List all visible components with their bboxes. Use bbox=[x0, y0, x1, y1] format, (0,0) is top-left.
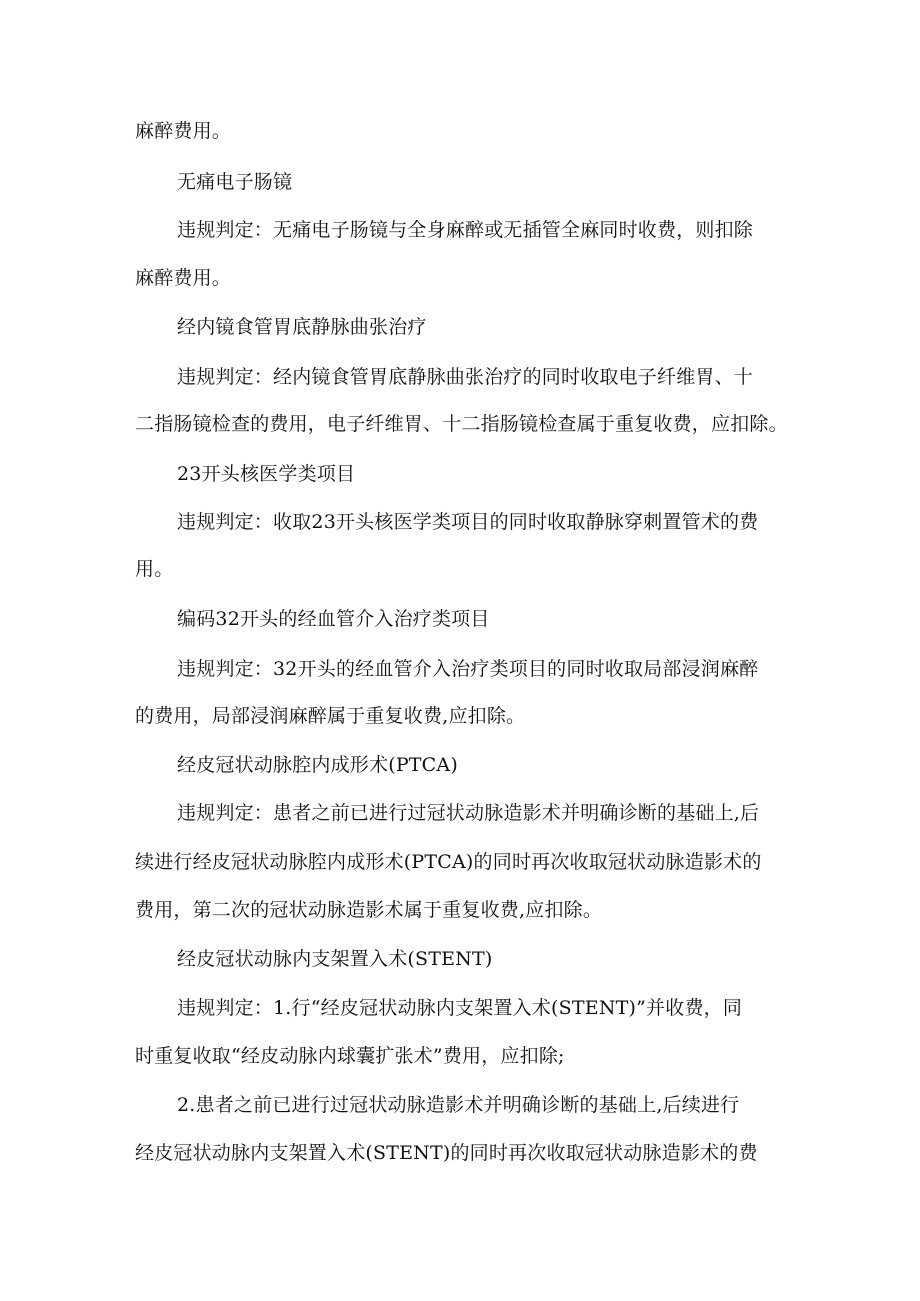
paragraph-line: 用。 bbox=[135, 558, 174, 580]
paragraph-line: 麻醉费用。 bbox=[135, 267, 232, 289]
paragraph-line: 违规判定：1.行“经皮冠状动脉内支架置入术(STENT)”并收费，同 bbox=[177, 997, 743, 1019]
paragraph-line: 时重复收取“经皮动脉内球囊扩张术”费用，应扣除; bbox=[135, 1045, 565, 1067]
paragraph-line: 经皮冠状动脉内支架置入术(STENT)的同时再次收取冠状动脉造影术的费 bbox=[135, 1142, 758, 1164]
paragraph-line: 违规判定：无痛电子肠镜与全身麻醉或无插管全麻同时收费，则扣除 bbox=[177, 219, 754, 241]
paragraph-line: 续进行经皮冠状动脉腔内成形术(PTCA)的同时再次收取冠状动脉造影术的 bbox=[135, 851, 762, 873]
section-heading: 经皮冠状动脉腔内成形术(PTCA) bbox=[177, 754, 458, 776]
paragraph-line: 违规判定：收取23开头核医学类项目的同时收取静脉穿刺置管术的费 bbox=[177, 511, 759, 533]
section-heading: 经内镜食管胃底静脉曲张治疗 bbox=[177, 316, 427, 338]
section-heading: 编码32开头的经血管介入治疗类项目 bbox=[177, 608, 490, 630]
paragraph-line: 2.患者之前已进行过冠状动脉造影术并明确诊断的基础上,后续进行 bbox=[177, 1094, 740, 1116]
paragraph-line: 违规判定：经内镜食管胃底静脉曲张治疗的同时收取电子纤维胃、十 bbox=[177, 366, 754, 388]
paragraph-line: 违规判定：患者之前已进行过冠状动脉造影术并明确诊断的基础上,后 bbox=[177, 802, 760, 824]
paragraph-line: 费用，第二次的冠状动脉造影术属于重复收费,应扣除。 bbox=[135, 899, 603, 921]
section-heading: 无痛电子肠镜 bbox=[177, 171, 293, 193]
section-heading: 经皮冠状动脉内支架置入术(STENT) bbox=[177, 948, 493, 970]
paragraph-line: 的费用，局部浸润麻醉属于重复收费,应扣除。 bbox=[135, 705, 526, 727]
paragraph-line: 违规判定：32开头的经血管介入治疗类项目的同时收取局部浸润麻醉 bbox=[177, 658, 759, 680]
paragraph-line: 二指肠镜检查的费用，电子纤维胃、十二指肠镜检查属于重复收费，应扣除。 bbox=[135, 413, 788, 435]
paragraph-line: 麻醉费用。 bbox=[135, 120, 232, 142]
section-heading: 23开头核医学类项目 bbox=[177, 463, 356, 485]
